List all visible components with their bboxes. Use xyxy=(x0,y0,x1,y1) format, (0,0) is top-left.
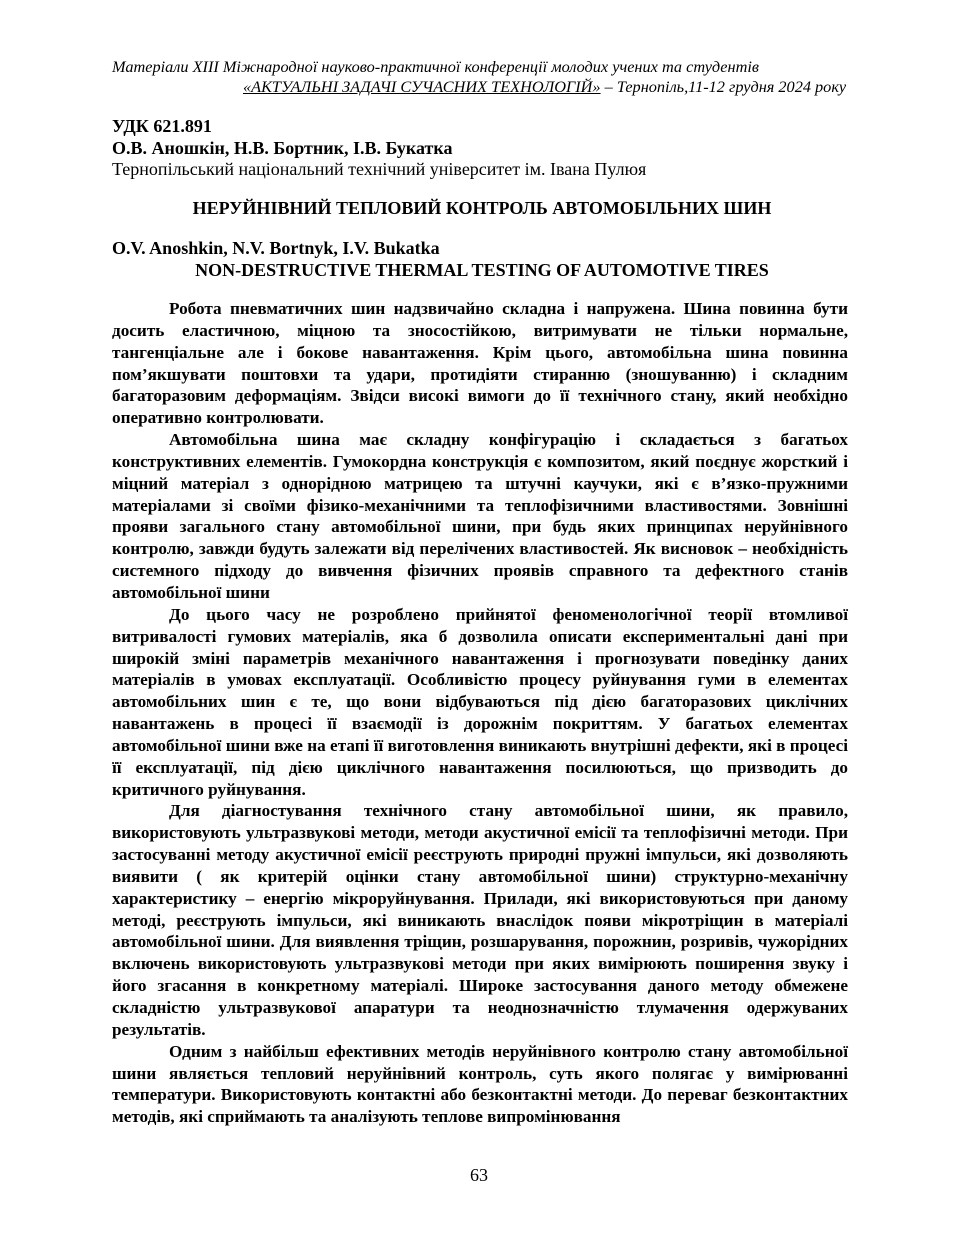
running-header-line-2 xyxy=(112,77,852,97)
running-header-line-1: Матеріали XIII Міжнародної науково-практичної конференції молодих учених та студентів xyxy=(112,57,759,76)
page-number: 63 xyxy=(470,1165,488,1185)
paragraph: Одним з найбільш ефективних методів неруйнівного контролю стану автомобільної шини являється тепловий неруйнівний контроль, суть якого полягає у вимірюванні температури. Використовують контактні або безконтактні методи. До переваг безконтактних методів, які сприймають та аналізують теплове випромінювання xyxy=(112,1041,848,1127)
paragraph: Автомобільна шина має складну конфігурацію і складається з багатьох конструктивних елементів. Гумокордна конструкція є композитом, який поєднує жорсткий і міцний матеріал з однорідною матрицею та штучні каучуки, які є в’язко-пружними матеріалами зі своїми фізико-механічними та теплофізичними властивостями. Зовнішні прояви загального стану автомобільної шини, при будь яких принципах неруйнівного контролю, завжди будуть залежати від перелічених властивостей. Як висновок – необхідність системного підходу до вивчення фізичних проявів справного та дефектного станів автомобільної шини xyxy=(112,430,848,602)
udc-code: УДК 621.891 xyxy=(112,116,212,136)
paper-title-english: NON-DESTRUCTIVE THERMAL TESTING OF AUTOMOTIVE TIRES xyxy=(195,260,769,280)
paragraph: Робота пневматичних шин надзвичайно складна і напружена. Шина повинна бути досить еластичною, міцною та зносостійкою, витримувати не тільки нормальне, тангенціальне але і бокове навантаження. Крім цього, автомобільна шина повинна пом’якшувати поштовхи та удари, протидіяти стиранню (зношуванню) і складним багаторазовим деформаціям. Звідси високі вимоги до її технічного стану, який необхідно оперативно контролювати. xyxy=(112,299,848,428)
conference-title: «АКТУАЛЬНІ ЗАДАЧІ СУЧАСНИХ ТЕХНОЛОГІЙ» xyxy=(243,77,601,96)
paragraph: Для діагностування технічного стану автомобільної шини, як правило, використовують ультразвукові методи, методи акустичної емісії та теплофізичні методи. При застосуванні методу акустичної емісії реєструють природні пружні імпульси, які дозволяють виявити ( як критерій оцінки стану автомобільної шини) структурно-механічну характеристику – енергію мікроруйнування. Прилади, які використовуються при даному методі, реєструють імпульси, які виникають внаслідок появи мікротріщин в матеріалі автомобільної шини. Для виявлення тріщин, розшарування, порожнин, розривів, чужорідних включень використовують ультразвукові методи при яких вимірюють поширення звуку і його згасання в конкретному матеріалі. Широке застосування даного методу обмежене складністю ультразвукової апаратури та неоднозначністю тлумачення одержуваних результатів. xyxy=(112,801,848,1039)
authors-ukrainian: О.В. Аношкін, Н.В. Бортник, І.В. Букатка xyxy=(112,138,453,158)
conference-place-date: – Тернопіль,11-12 грудня 2024 року xyxy=(600,77,847,96)
affiliation: Тернопільський національний технічний університет ім. Івана Пулюя xyxy=(112,159,647,179)
running-header xyxy=(112,57,852,97)
paragraph: До цього часу не розроблено прийнятої феноменологічної теорії втомливої витривалості гумових матеріалів, яка б дозволила описати експериментальні дані при широкій зміні параметрів механічного навантаження і прогнозувати поведінку даних матеріалів в умовах експлуатації. Особливістю процесу руйнування гуми в елементах автомобільних шин є те, що вони відбуваються під дією багаторазових циклічних навантажень в процесі її взаємодії із дорожнім покриттям. У багатьох елементах автомобільної шини вже на етапі її виготовлення виникають внутрішні дефекти, які в процесі її експлуатації, під дією циклічного навантаження посилюються, що призводить до критичного руйнування. xyxy=(112,604,848,799)
body-text xyxy=(112,298,848,1128)
paper-title-ukrainian: НЕРУЙНІВНИЙ ТЕПЛОВИЙ КОНТРОЛЬ АВТОМОБІЛЬНИХ ШИН xyxy=(192,198,772,218)
authors-english: O.V. Anoshkin, N.V. Bortnyk, I.V. Bukatka xyxy=(112,238,440,258)
